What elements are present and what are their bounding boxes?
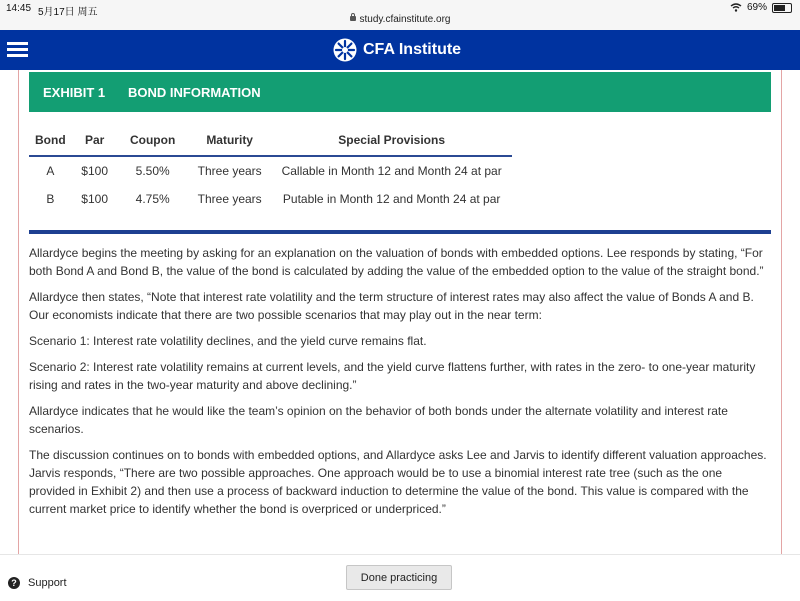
address-bar[interactable] bbox=[0, 14, 800, 25]
column-header-maturity: Maturity bbox=[188, 128, 272, 156]
status-indicators bbox=[730, 2, 792, 13]
column-header-bond: Bond bbox=[29, 128, 72, 156]
exhibit-divider bbox=[29, 230, 771, 234]
paragraph: Allardyce indicates that he would like the team’s opinion on the behavior of both bonds under the alternate volatility and interest rate scenarios. bbox=[29, 404, 728, 436]
url-text: study.cfainstitute.org bbox=[359, 14, 451, 25]
brand bbox=[333, 38, 461, 62]
column-header-par: Par bbox=[72, 128, 118, 156]
paragraph: Allardyce then states, “Note that interest rate volatility and the term structure of interest rates may also affect the value of Bonds A and B. Our economists indicate that there are two possible scenarios that may play out in the near term: bbox=[29, 290, 754, 322]
table-row bbox=[29, 185, 512, 213]
content-panel bbox=[18, 70, 782, 554]
bond-cell: A bbox=[46, 164, 55, 178]
app-header bbox=[0, 30, 800, 70]
table-header-row bbox=[29, 128, 512, 156]
maturity-cell: Three years bbox=[197, 164, 262, 178]
support-label: Support bbox=[28, 577, 67, 589]
exhibit-header bbox=[29, 72, 771, 112]
battery-percent: 69% bbox=[746, 2, 767, 13]
bond-table bbox=[29, 128, 512, 213]
exhibit-title: BOND INFORMATION bbox=[128, 85, 261, 100]
case-text bbox=[29, 244, 771, 526]
paragraph: The discussion continues on to bonds with embedded options, and Allardyce asks Lee and Jarvis to identify different valuation approaches. Jarvis responds, “There are two possible approaches. One approach would be to use a binomial interest rate tree (such as the one provided in Exhibit 2) and then use a process of backward induction to determine the value of the bond. This value is compared with the current market price to identify whether the bond is overpriced or underpriced.” bbox=[29, 448, 767, 516]
special-provisions-cell: Putable in Month 12 and Month 24 at par bbox=[282, 192, 501, 206]
coupon-cell: 5.50% bbox=[135, 164, 170, 178]
column-header-special-provisions: Special Provisions bbox=[272, 128, 512, 156]
support-link[interactable] bbox=[8, 577, 67, 589]
footer bbox=[0, 554, 800, 601]
maturity-cell: Three years bbox=[197, 192, 262, 206]
paragraph: Allardyce begins the meeting by asking for an explanation on the valuation of bonds with embedded options. Lee responds by stating, “For both Bond A and Bond B, the value of the bond is calculated by adding the value of the embedded option to the value of the straight bond.” bbox=[29, 246, 764, 278]
done-practicing-button[interactable]: Done practicing bbox=[346, 565, 452, 590]
paragraph: Scenario 1: Interest rate volatility declines, and the yield curve remains flat. bbox=[29, 334, 427, 348]
help-icon: ? bbox=[8, 577, 20, 589]
bond-cell: B bbox=[46, 192, 55, 206]
column-header-coupon: Coupon bbox=[118, 128, 188, 156]
brand-name: CFA Institute bbox=[363, 41, 462, 58]
par-cell: $100 bbox=[81, 192, 108, 206]
par-cell: $100 bbox=[81, 164, 108, 178]
battery-icon bbox=[772, 3, 792, 13]
cfa-logo-icon bbox=[333, 38, 357, 62]
exhibit-label: EXHIBIT 1 bbox=[43, 85, 106, 100]
coupon-cell: 4.75% bbox=[135, 192, 170, 206]
special-provisions-cell: Callable in Month 12 and Month 24 at par bbox=[281, 164, 502, 178]
wifi-icon bbox=[730, 3, 742, 12]
paragraph: Scenario 2: Interest rate volatility remains at current levels, and the yield curve flattens further, with rates in the zero- to one-year maturity rising and rates in the two-year maturity and above declining.” bbox=[29, 360, 756, 392]
lock-icon bbox=[350, 16, 356, 21]
status-date: 5月17日 周五 bbox=[38, 7, 98, 18]
status-time: 14:45 bbox=[6, 3, 32, 14]
menu-icon[interactable] bbox=[8, 42, 28, 58]
status-bar bbox=[0, 0, 800, 30]
table-row bbox=[29, 156, 512, 185]
